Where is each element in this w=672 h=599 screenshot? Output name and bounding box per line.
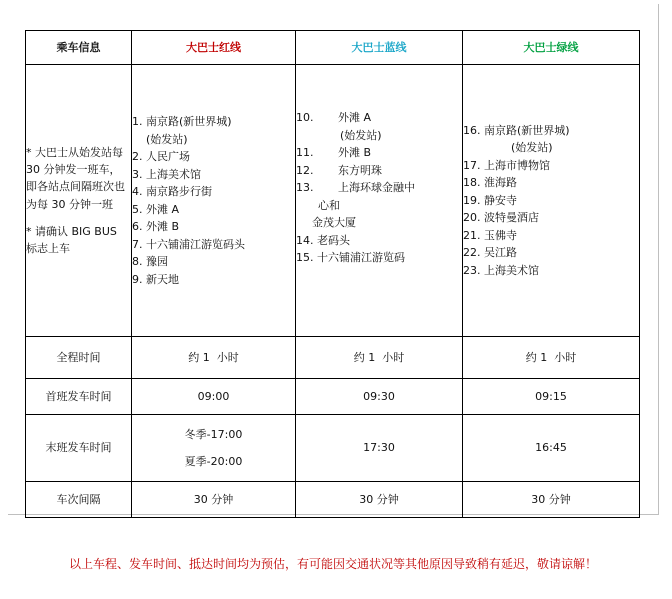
red-stops-cell	[132, 65, 296, 337]
stop-item: 23. 上海美术馆	[463, 263, 539, 277]
header-info: 乘车信息	[26, 31, 132, 65]
blue-total-time: 约 1 小时	[296, 337, 463, 379]
header-green-line: 大巴士绿线	[463, 31, 640, 65]
red-total-time: 约 1 小时	[132, 337, 296, 379]
blue-interval: 30 分钟	[296, 482, 463, 518]
stop-item: 5. 外滩 A	[132, 202, 180, 216]
info-note: * 请确认 BIG BUS 标志上车	[26, 224, 117, 255]
blue-first-bus: 09:30	[296, 379, 463, 415]
interval-label: 车次间隔	[26, 482, 132, 518]
stops-row	[26, 65, 640, 337]
first-bus-row	[26, 379, 640, 415]
stop-item: 4. 南京路步行街	[132, 185, 212, 198]
bus-schedule-table	[25, 30, 640, 518]
info-note: * 大巴士从始发站每 30 分钟发一班车，即各站点间隔班次也为每 30 分钟一班	[26, 146, 125, 211]
stop-item: 13. 上海环球金融中	[296, 181, 415, 194]
stop-item: 金茂大厦	[312, 216, 356, 229]
stop-item: 2. 人民广场	[132, 150, 190, 163]
stop-item: (始发站)	[146, 132, 188, 146]
stop-item: 17. 上海市博物馆	[463, 158, 550, 172]
stop-item: 19. 静安寺	[463, 193, 517, 207]
stop-item: 1. 南京路(新世界城)	[132, 115, 232, 128]
stop-item: 16. 南京路(新世界城)	[463, 123, 570, 137]
stop-item: 15. 十六铺浦江游览码	[296, 251, 405, 264]
red-interval: 30 分钟	[132, 482, 296, 518]
stop-item: 10. 外滩 A	[296, 111, 371, 124]
red-last-bus-summer: 夏季-20:00	[184, 455, 243, 468]
green-stop-list	[463, 122, 639, 280]
stop-item: 21. 玉佛寺	[463, 228, 517, 242]
blue-stop-list	[296, 109, 462, 267]
stop-item: 8. 豫园	[132, 255, 168, 268]
first-bus-label: 首班发车时间	[26, 379, 132, 415]
header-red-line: 大巴士红线	[132, 31, 296, 65]
red-last-bus-winter: 冬季-17:00	[184, 427, 243, 441]
green-first-bus: 09:15	[463, 379, 640, 415]
stop-item: (始发站)	[340, 128, 382, 142]
last-bus-row	[26, 415, 640, 482]
stop-item: 7. 十六铺浦江游览码头	[132, 237, 245, 251]
stop-item: (始发站)	[511, 141, 553, 155]
total-time-row	[26, 337, 640, 379]
header-row	[26, 31, 640, 65]
stop-item: 14. 老码头	[296, 233, 350, 247]
stop-item: 20. 波特曼酒店	[463, 211, 539, 225]
stop-item: 3. 上海美术馆	[132, 167, 201, 181]
stop-item: 18. 淮海路	[463, 176, 517, 190]
last-bus-label: 末班发车时间	[26, 415, 132, 482]
stop-item: 22. 吴江路	[463, 246, 517, 260]
red-first-bus: 09:00	[132, 379, 296, 415]
interval-row	[26, 482, 640, 518]
blue-stops-cell	[296, 65, 463, 337]
stop-item: 6. 外滩 B	[132, 220, 180, 233]
stop-item: 心和	[318, 198, 340, 212]
info-notes-cell	[26, 65, 132, 337]
green-total-time: 约 1 小时	[463, 337, 640, 379]
total-time-label: 全程时间	[26, 337, 132, 379]
stop-item: 11. 外滩 B	[296, 146, 372, 159]
green-interval: 30 分钟	[463, 482, 640, 518]
disclaimer-text: 以上车程、发车时间、抵达时间均为预估，有可能因交通状况等其他原因导致稍有延迟，敬请谅解！	[68, 557, 597, 571]
stop-item: 9. 新天地	[132, 272, 179, 286]
green-last-bus: 16:45	[463, 415, 640, 482]
stop-item: 12. 东方明珠	[296, 163, 382, 177]
header-blue-line: 大巴士蓝线	[296, 31, 463, 65]
blue-last-bus: 17:30	[296, 415, 463, 482]
green-stops-cell	[463, 65, 640, 337]
red-last-bus	[132, 415, 296, 482]
red-stop-list	[132, 113, 295, 288]
